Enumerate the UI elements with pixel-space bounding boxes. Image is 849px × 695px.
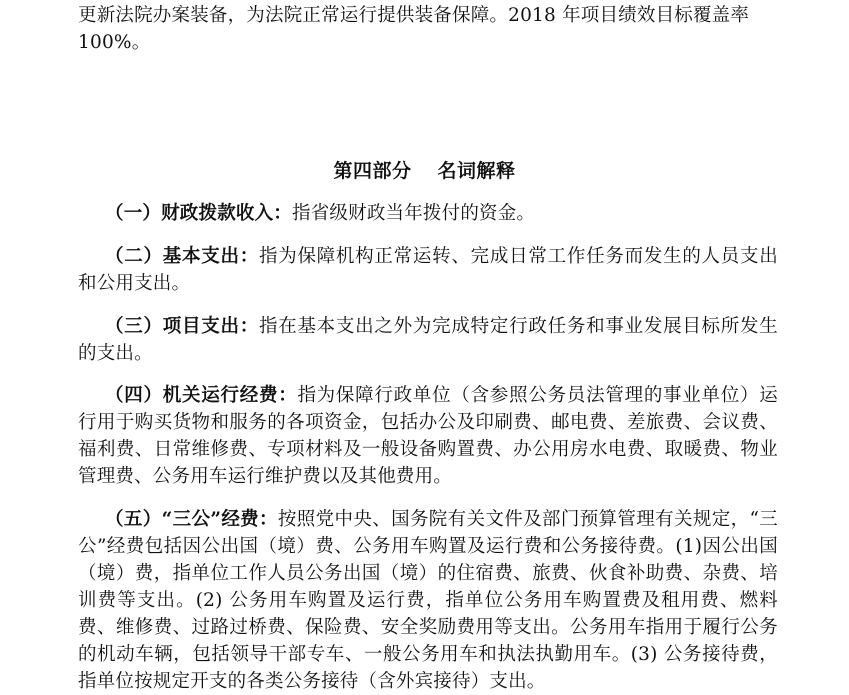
term-paragraph-3 bbox=[78, 313, 778, 367]
term-text: 指在基本支出之外为完成特定行政任务和事业发展目标所发生的支出。 bbox=[78, 316, 778, 364]
term-paragraph-4 bbox=[78, 382, 778, 490]
term-text: 指为保障行政单位（含参照公务员法管理的事业单位）运行用于购买货物和服务的各项资金，包括办公及印刷费、邮电费、差旅费、会议费、福利费、日常维修费、专项材料及一般设备购置费、办公用房水电费、取暖费、物业管理费、公务用车运行维护费以及其他费用。 bbox=[78, 385, 778, 487]
term-text: 指为保障机构正常运转、完成日常工作任务而发生的人员支出和公用支出。 bbox=[78, 246, 778, 294]
term-paragraph-2 bbox=[78, 243, 778, 297]
term-paragraph-1 bbox=[78, 200, 778, 227]
term-label: （一）财政拨款收入： bbox=[105, 203, 293, 224]
term-label: （三）项目支出： bbox=[105, 316, 259, 337]
term-text: 按照党中央、国务院有关文件及部门预算管理有关规定，“三公”经费包括因公出国（境）费、公务用车购置及运行费和公务接待费。(1)因公出国（境）费，指单位工作人员公务出国（境）的住宿费、旅费、伙食补助费、杂费、培训费等支出。(2) 公务用车购置及运行费，指单位公务用车购置费及租用费、燃料费、维修费、过路过桥费、保险费、安全奖励费用等支出。公务用车指用于履行公务的机动车辆，包括领导干部专车、一般公务用车和执法执勤用车。(3) 公务接待费，指单位按规定开支的各类公务接待（含外宾接待）支出。 bbox=[78, 509, 778, 692]
term-label: （五）“三公”经费： bbox=[105, 509, 278, 530]
term-paragraph-5 bbox=[78, 506, 778, 695]
section-title: 名词解释 bbox=[437, 160, 516, 182]
intro-line-1: 更新法院办案装备，为法院正常运行提供装备保障。2018 年项目绩效目标覆盖率 bbox=[78, 5, 750, 26]
term-label: （四）机关运行经费： bbox=[105, 385, 298, 406]
term-text: 指省级财政当年拨付的资金。 bbox=[292, 203, 536, 224]
section-heading bbox=[0, 156, 849, 183]
section-part: 第四部分 bbox=[333, 160, 412, 182]
intro-paragraph bbox=[78, 2, 778, 56]
intro-line-2: 100%。 bbox=[78, 32, 151, 53]
term-label: （二）基本支出： bbox=[105, 246, 259, 267]
